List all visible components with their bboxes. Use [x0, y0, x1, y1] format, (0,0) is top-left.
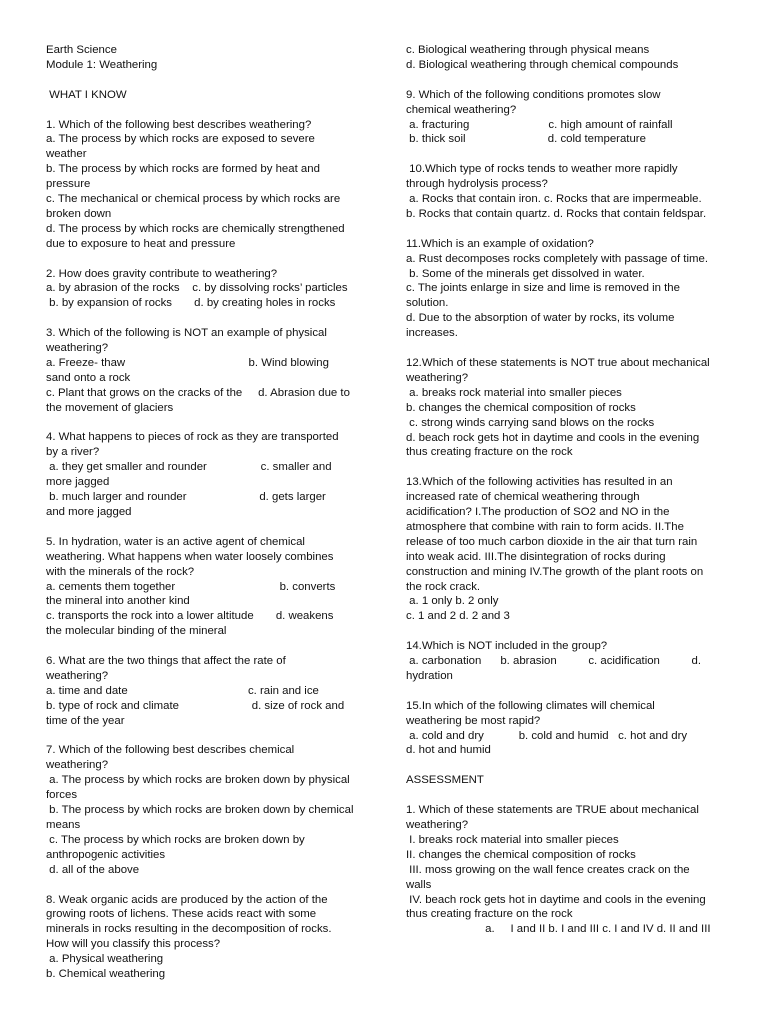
text-line: a. The process by which rocks are exposed to severe: [46, 133, 315, 146]
text-line: a. they get smaller and rounder c. smaller and: [46, 461, 332, 474]
text-line: 12.Which of these statements is NOT true about mechanical: [406, 356, 710, 369]
text-line: a. 1 only b. 2 only: [406, 595, 499, 608]
text-line: weathering. What happens when water loosely combines: [46, 550, 334, 563]
text-line: [46, 520, 366, 535]
text-line: I. breaks rock material into smaller pieces: [406, 833, 619, 846]
text-line: time of the year: [46, 714, 125, 727]
text-line: [406, 624, 724, 639]
text-line: chemical weathering?: [406, 103, 517, 116]
text-line: [406, 73, 724, 88]
text-line: [46, 878, 366, 893]
text-line: broken down: [46, 207, 112, 220]
text-line: b. thick soil d. cold temperature: [406, 133, 646, 146]
text-line: weathering?: [46, 669, 109, 682]
text-line: weathering?: [46, 759, 109, 772]
text-line: increased rate of chemical weathering through: [406, 491, 640, 504]
text-line: b. The process by which rocks are broken down by chemical: [46, 804, 354, 817]
text-line: 6. What are the two things that affect the rate of: [46, 655, 286, 668]
text-line: 9. Which of the following conditions promotes slow: [406, 88, 661, 101]
text-line: c. The process by which rocks are broken down by: [46, 833, 305, 846]
text-line: [406, 788, 724, 803]
text-line: the molecular binding of the mineral: [46, 625, 227, 638]
text-line: d. The process by which rocks are chemically strengthened: [46, 222, 345, 235]
text-line: IV. beach rock gets hot in daytime and cools in the evening: [406, 893, 706, 906]
text-line: more jagged: [46, 476, 110, 489]
text-line: d. Biological weathering through chemical compounds: [406, 58, 679, 71]
text-line: [46, 103, 366, 118]
text-line: [406, 147, 724, 162]
text-line: release of too much carbon dioxide in the air that turn rain: [406, 535, 698, 548]
text-line: the rock crack.: [406, 580, 481, 593]
text-line: acidification? I.The production of SO2 and NO in the: [406, 506, 670, 519]
text-line: the mineral into another kind: [46, 595, 190, 608]
text-line: weathering?: [406, 818, 469, 831]
text-line: solution.: [406, 297, 449, 310]
text-line: [46, 311, 366, 326]
text-line: a. I and II b. I and III c. I and IV d. II and III: [406, 923, 711, 936]
text-line: weathering?: [46, 342, 109, 355]
text-line: [46, 639, 366, 654]
text-line: [406, 460, 724, 475]
text-line: 8. Weak organic acids are produced by the action of the: [46, 893, 328, 906]
text-line: thus creating fracture on the rock: [406, 446, 573, 459]
text-line: 14.Which is NOT included in the group?: [406, 640, 608, 653]
left-column: [46, 43, 366, 982]
text-line: a. by abrasion of the rocks c. by dissolving rocks’ particles: [46, 282, 348, 295]
text-line: c. The joints enlarge in size and lime is removed in the: [406, 282, 680, 295]
text-line: due to exposure to heat and pressure: [46, 237, 236, 250]
text-line: b. Rocks that contain quartz. d. Rocks that contain feldspar.: [406, 207, 707, 220]
text-line: [46, 73, 366, 88]
text-line: c. 1 and 2 d. 2 and 3: [406, 610, 510, 623]
text-line: d. all of the above: [46, 863, 140, 876]
text-line: [46, 416, 366, 431]
text-line: walls: [406, 878, 432, 891]
text-line: increases.: [406, 327, 458, 340]
text-line: c. strong winds carrying sand blows on the rocks: [406, 416, 655, 429]
text-line: a. Rocks that contain iron. c. Rocks that are impermeable.: [406, 193, 702, 206]
text-line: [406, 758, 724, 773]
text-line: growing roots of lichens. These acids react with some: [46, 908, 317, 921]
text-line: means: [46, 819, 81, 831]
text-line: a. carbonation b. abrasion c. acidification d.: [406, 655, 702, 668]
text-line: 15.In which of the following climates will chemical: [406, 699, 655, 712]
text-line: c. The mechanical or chemical process by which rocks are: [46, 193, 341, 206]
text-line: d. beach rock gets hot in daytime and cools in the evening: [406, 431, 700, 444]
text-line: a. Freeze- thaw b. Wind blowing: [46, 356, 329, 369]
text-line: d. Due to the absorption of water by rocks, its volume: [406, 312, 675, 325]
text-line: a. cold and dry b. cold and humid c. hot and dry: [406, 729, 688, 742]
text-line: a. cements them together b. converts: [46, 580, 336, 593]
text-line: sand onto a rock: [46, 371, 131, 384]
text-line: weathering?: [406, 371, 469, 384]
text-line: [406, 222, 724, 237]
text-line: b. Some of the minerals get dissolved in water.: [406, 267, 645, 280]
text-line: 11.Which is an example of oxidation?: [406, 237, 594, 250]
text-line: b. Chemical weathering: [46, 968, 166, 981]
text-line: a. Physical weathering: [46, 953, 164, 966]
text-line: forces: [46, 789, 78, 802]
text-line: 1. Which of the following best describes weathering?: [46, 118, 312, 131]
text-line: Earth Science: [46, 44, 117, 56]
text-line: [406, 341, 724, 356]
text-line: [46, 729, 366, 744]
text-line: through hydrolysis process?: [406, 178, 548, 191]
text-line: a. breaks rock material into smaller pieces: [406, 386, 622, 399]
text-line: a. Rust decomposes rocks completely with passage of time.: [406, 252, 708, 265]
text-line: WHAT I KNOW: [46, 88, 127, 101]
text-line: by a river?: [46, 446, 100, 459]
text-line: c. Biological weathering through physical means: [406, 44, 650, 56]
text-line: anthropogenic activities: [46, 848, 166, 861]
text-line: [406, 684, 724, 699]
text-line: 7. Which of the following best describes chemical: [46, 744, 295, 757]
text-line: the movement of glaciers: [46, 401, 174, 414]
text-line: weather: [46, 148, 87, 161]
text-line: with the minerals of the rock?: [46, 565, 195, 578]
text-line: 5. In hydration, water is an active agent of chemical: [46, 535, 305, 548]
text-line: How will you classify this process?: [46, 938, 221, 951]
text-line: d. hot and humid: [406, 744, 491, 757]
text-line: [46, 252, 366, 267]
text-line: 13.Which of the following activities has resulted in an: [406, 476, 673, 489]
text-line: ASSESSMENT: [406, 774, 484, 787]
text-line: b. changes the chemical composition of rocks: [406, 401, 636, 414]
text-line: a. The process by which rocks are broken down by physical: [46, 774, 350, 787]
text-line: III. moss growing on the wall fence creates crack on the: [406, 863, 690, 876]
text-line: and more jagged: [46, 506, 132, 519]
text-line: 4. What happens to pieces of rock as they are transported: [46, 431, 339, 444]
text-line: minerals in rocks resulting in the decomposition of rocks.: [46, 923, 332, 936]
text-line: 1. Which of these statements are TRUE about mechanical: [406, 804, 699, 817]
text-line: construction and mining IV.The growth of the plant roots on: [406, 565, 704, 578]
text-line: b. type of rock and climate d. size of rock and: [46, 699, 345, 712]
text-line: c. Plant that grows on the cracks of the d. Abrasion due to: [46, 386, 350, 399]
text-line: II. changes the chemical composition of rocks: [406, 848, 636, 861]
text-line: Module 1: Weathering: [46, 58, 158, 71]
text-line: b. The process by which rocks are formed by heat and: [46, 163, 320, 176]
text-line: thus creating fracture on the rock: [406, 908, 573, 921]
text-line: a. fracturing c. high amount of rainfall: [406, 118, 673, 131]
text-line: pressure: [46, 178, 91, 191]
text-line: c. transports the rock into a lower altitude d. weakens: [46, 610, 334, 623]
text-line: weathering be most rapid?: [406, 714, 541, 727]
text-line: hydration: [406, 669, 453, 682]
text-line: 3. Which of the following is NOT an example of physical: [46, 327, 327, 340]
text-line: b. much larger and rounder d. gets larger: [46, 491, 326, 504]
text-line: 2. How does gravity contribute to weathering?: [46, 267, 278, 280]
text-line: atmosphere that combine with rain to form acids. II.The: [406, 520, 684, 533]
text-line: into weak acid. III.The disintegration of rocks during: [406, 550, 666, 563]
text-line: a. time and date c. rain and ice: [46, 684, 319, 697]
text-line: b. by expansion of rocks d. by creating holes in rocks: [46, 297, 336, 310]
right-column: [406, 43, 724, 937]
text-line: 10.Which type of rocks tends to weather more rapidly: [406, 163, 678, 176]
